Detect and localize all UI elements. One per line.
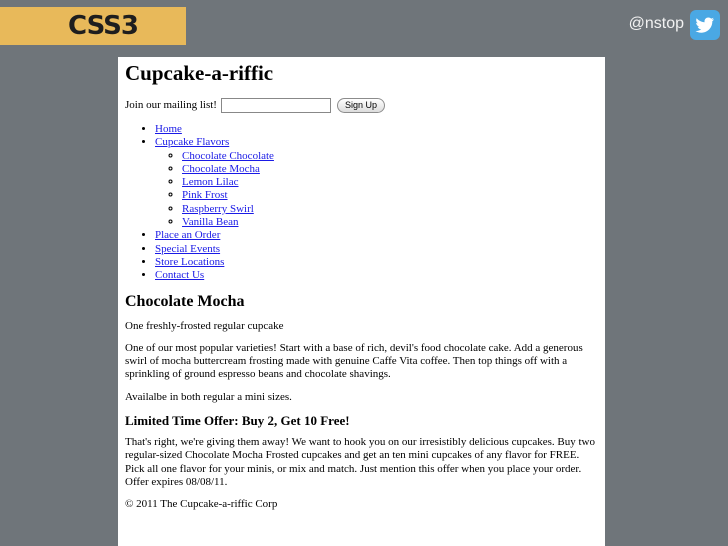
nav-item-contact xyxy=(155,269,599,282)
product-summary: One freshly-frosted regular cupcake xyxy=(125,319,284,332)
flavor-item xyxy=(182,163,599,176)
flavor-item xyxy=(182,176,599,189)
twitter-bird-icon xyxy=(690,10,720,40)
nav-link-flavors[interactable]: Cupcake Flavors xyxy=(155,136,230,149)
flavors-submenu xyxy=(155,150,599,230)
flavor-link-chocolate-mocha[interactable]: Chocolate Mocha xyxy=(182,162,260,175)
nav-item-flavors xyxy=(155,136,599,229)
flavor-link-chocolate-chocolate[interactable]: Chocolate Chocolate xyxy=(182,149,274,162)
nav-item-home xyxy=(155,123,599,136)
nav-link-events[interactable]: Special Events xyxy=(155,242,221,255)
flavor-item xyxy=(182,216,599,229)
mailing-list-form xyxy=(125,97,599,113)
footer-copyright: © 2011 The Cupcake-a-riffic Corp xyxy=(125,498,278,511)
flavor-link-lemon-lilac[interactable]: Lemon Lilac xyxy=(182,176,239,189)
site-title: Cupcake-a-riffic xyxy=(125,61,274,85)
webpage-screenshot xyxy=(118,57,605,546)
nav-link-contact[interactable]: Contact Us xyxy=(155,269,205,282)
product-description: One of our most popular varieties! Start with a base of rich, devil's food chocolate cake. Add a generous swirl of mocha buttercream frosting made with genuine Caffe Vita coffee. Then top things off with a sprinkling of ground espresso beans and chocolate shavings. xyxy=(125,341,583,381)
sign-up-button[interactable]: Sign Up xyxy=(337,98,385,113)
product-sizes: Availalbe in both regular a mini sizes. xyxy=(125,390,292,403)
main-navigation xyxy=(125,123,599,283)
twitter-handle: @nstop xyxy=(628,15,684,32)
offer-text: That's right, we're giving them away! We want to hook you on our irresistibly delicious cupcakes. Buy two regular-sized Chocolate Mocha Frosted cupcakes and get an ten mini cupcakes of any flavor for FREE. Pick all one flavor for your minis, or mix and match. Just mention this offer when you place your order. Offer expires 08/08/11. xyxy=(125,436,595,488)
flavor-link-raspberry-swirl[interactable]: Raspberry Swirl xyxy=(182,202,254,215)
nav-item-locations xyxy=(155,256,599,269)
slide-section-tag xyxy=(0,7,186,45)
slide-tag-label: CSS3 xyxy=(68,11,138,41)
mailing-list-label: Join our mailing list! xyxy=(125,99,217,111)
flavor-item xyxy=(182,150,599,163)
nav-link-home[interactable]: Home xyxy=(155,123,182,135)
product-heading: Chocolate Mocha xyxy=(125,292,245,310)
nav-link-locations[interactable]: Store Locations xyxy=(155,255,225,268)
flavor-link-vanilla-bean[interactable]: Vanilla Bean xyxy=(182,216,239,229)
flavor-item xyxy=(182,189,599,202)
email-field[interactable] xyxy=(221,98,331,113)
nav-item-events xyxy=(155,243,599,256)
nav-link-order[interactable]: Place an Order xyxy=(155,229,221,242)
nav-item-order xyxy=(155,229,599,242)
offer-heading: Limited Time Offer: Buy 2, Get 10 Free! xyxy=(125,413,350,429)
flavor-item xyxy=(182,203,599,216)
flavor-link-pink-frost[interactable]: Pink Frost xyxy=(182,189,228,202)
